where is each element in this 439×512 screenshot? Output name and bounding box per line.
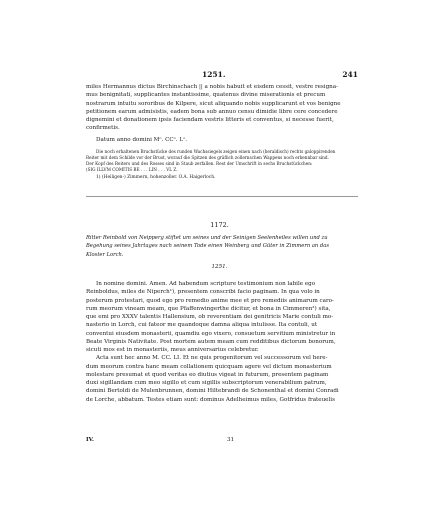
text-line: nostrarum intuitu sororibus de Kilpere, sicut aliquando nobis supplicarunt et vos benigne [86,100,341,107]
note-line: Der Kopf des Reiters und des Rosses sind in Staub zerfallen. Rest der Umschrift in sechs Bruchstückchen: [86,160,313,166]
text-line: dum meorum contra hanc meam collationem quicquam agere vel dictum monasterium [86,363,332,370]
text-line: nasterio in Lorch, cui fateor me quandoque damna aliqua intulisse. Ita contuli, ut [86,322,318,329]
text-line: confirmetis. [86,125,120,132]
document-summary [86,234,358,259]
document-number: 1172. [210,221,229,229]
document-date: 1251. [211,264,228,270]
text-line: dignemini et donationem ipsis faciendam vestris litteris et conventus, si necesse fuerit, [86,117,334,124]
summary-line: Kloster Lorch. [86,251,124,258]
text-line: rum meorum vineam meam, que Pfaffenwingerthe dicitur, et bona in Cimmeren²) sita, [86,305,331,312]
page-header [86,70,358,82]
text-line: duxi sigillandam cum meo sigillo et cum sigillis subscriptorum venerabilium patrum, [86,380,327,386]
text-line: conventui eiusdem monasterii, quamdiu ego vixero, consuetum servitium ministretur in [86,330,336,337]
paragraph-1 [86,83,358,133]
text-line: de Lorche, abbatum. Testes etiam sunt: dominus Adelheimus miles, Gotfridus frateuelis [86,396,335,403]
paragraph-2 [86,280,358,404]
signature-mark: 31 [227,437,235,443]
header-year: 1251. [202,70,226,79]
text-line: posterum protestari, quod ego pro remedio anime mee et pro remediis animarum caro- [86,297,334,304]
volume-number: IV. [86,437,94,443]
page-footer [86,437,358,447]
footnote-1: 1) (Heiligen-) Zimmern, hohenzoller. O.A. Haigerloch. [96,175,216,180]
note-line: Die noch erhaltenen Bruchstücke des runden Wachssiegels zeigen einen nach (heraldisch) rechts galoppirenden [96,149,336,154]
text-line: que emi pro XXXV talentis Hallensium, ob reverentiam dei genitricis Marie contuli mo- [86,314,334,320]
section-divider [86,196,358,197]
text-line: sicuti mos est in monasteriis, meus anniversarius celebretur. [86,347,259,353]
seal-note [86,149,358,173]
text-line: molestare presumat et quod veritas eo diutius vigeat in futurum, presentem paginam [86,371,329,378]
summary-line: Ritter Reinbold von Neipperg stiftet um seines und der Seinigen Seelenheiles willen und zu [86,235,328,241]
text-line: Reinboldus, miles de Niperch¹), presentem conscribi facio paginam. In qua volo in [86,289,320,296]
text-line: Beate Virginis Nativitate. Post mortem autem meam cum redditibus dictorum bonorum, [86,338,336,345]
page-number: 241 [342,70,358,79]
summary-line: Begehung seines Jahrtages nach seinem Tode einen Weinberg und Güter in Zimmern an das [86,243,329,250]
text-line: mus benignitati, supplicantes instantissime, quatenus divine miserationis et precum [86,92,326,99]
note-line: Reiter mit dem Schilde vor der Brust, worauf die Spitzen des gräflich zollernschen Wappens noch erkennbar sind. [86,154,329,160]
text-line: domini Bertoldi de Mulenbrunnen, domini Hiltebrandi de Schonenthal et domini Conradi [86,388,339,395]
datum-line: Datum anno domini Mᵒ. CCᵒ. Lᵒ. [96,137,188,143]
text-line: In nomine domini. Amen. Ad habendum scripture testimonium non labile ego [96,281,316,287]
text-line: miles Hermannus dictus Birchinschach || a nobis habuit et eisdem cessit, vestre resigna- [86,84,339,90]
text-line: Acta sunt hec anno M. CC. LI. Et ne quis progenitorum vel successorum vel here- [96,355,328,362]
text-line: petitionem earum admisistis, eadem bona sub annuo censu dimidie libre cere concedere [86,108,338,115]
note-line: (SIG ILLVM COMITIS BE . . . LIN . . . VL Z. [86,166,178,172]
